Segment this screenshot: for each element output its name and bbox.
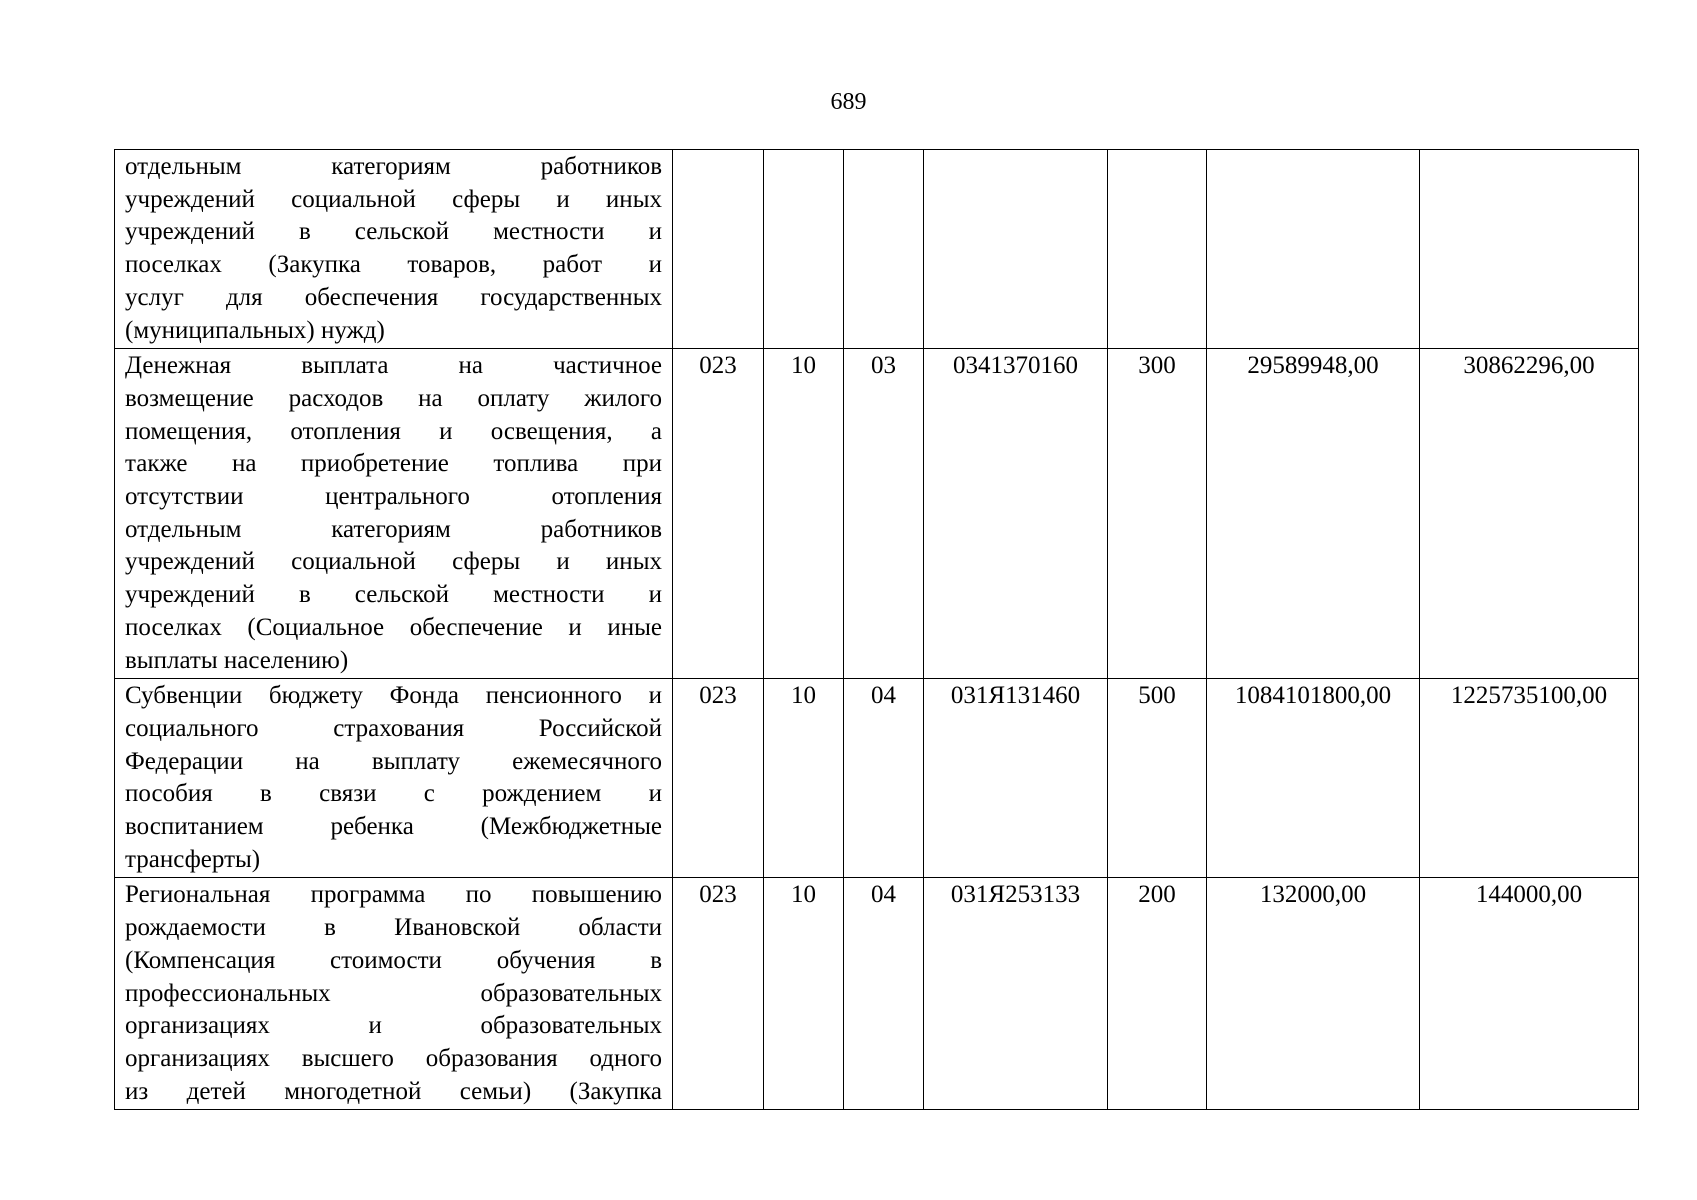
amount-year2-cell: 1225735100,00 bbox=[1420, 679, 1639, 878]
description-line: организациях и образовательных bbox=[125, 1012, 662, 1040]
subsection-cell: 04 bbox=[844, 679, 924, 878]
expense-type-cell bbox=[1108, 150, 1207, 349]
admin-code-cell: 023 bbox=[673, 679, 764, 878]
amount-year2-cell bbox=[1420, 150, 1639, 349]
admin-code-cell: 023 bbox=[673, 349, 764, 679]
section-cell bbox=[764, 150, 844, 349]
description-line: организациях высшего образования одного bbox=[125, 1044, 662, 1072]
description-line: (Компенсация стоимости обучения в bbox=[125, 946, 662, 974]
row-description bbox=[115, 878, 673, 1110]
row-description bbox=[115, 679, 673, 878]
amount-year2-cell: 144000,00 bbox=[1420, 878, 1639, 1110]
description-line: социального страхования Российской bbox=[125, 714, 662, 742]
description-line: помещения, отопления и освещения, а bbox=[125, 417, 662, 445]
expense-type-cell: 300 bbox=[1108, 349, 1207, 679]
description-line: рождаемости в Ивановской области bbox=[125, 914, 662, 942]
description-line: также на приобретение топлива при bbox=[125, 450, 662, 478]
amount-year2-cell: 30862296,00 bbox=[1420, 349, 1639, 679]
expense-type-cell: 200 bbox=[1108, 878, 1207, 1110]
subsection-cell: 03 bbox=[844, 349, 924, 679]
amount-year1-cell: 29589948,00 bbox=[1207, 349, 1420, 679]
description-line: трансферты) bbox=[125, 845, 261, 873]
description-line: профессиональных образовательных bbox=[125, 979, 662, 1007]
description-line: отдельным категориям работников bbox=[125, 153, 662, 180]
row-description bbox=[115, 150, 673, 349]
description-line: учреждений в сельской местности и bbox=[125, 581, 662, 609]
target-article-cell: 031Я253133 bbox=[924, 878, 1108, 1110]
description-line: воспитанием ребенка (Межбюджетные bbox=[125, 813, 662, 841]
target-article-cell: 031Я131460 bbox=[924, 679, 1108, 878]
description-line: услуг для обеспечения государственных bbox=[125, 283, 662, 311]
description-line: возмещение расходов на оплату жилого bbox=[125, 384, 662, 412]
row-description bbox=[115, 349, 673, 679]
description-line: из детей многодетной семьи) (Закупка bbox=[125, 1077, 662, 1105]
description-line: отсутствии центрального отопления bbox=[125, 483, 662, 511]
subsection-cell bbox=[844, 150, 924, 349]
admin-code-cell: 023 bbox=[673, 878, 764, 1110]
description-line: Денежная выплата на частичное bbox=[125, 352, 662, 380]
subsection-cell: 04 bbox=[844, 878, 924, 1110]
amount-year1-cell: 1084101800,00 bbox=[1207, 679, 1420, 878]
table-row bbox=[115, 679, 1639, 878]
amount-year1-cell: 132000,00 bbox=[1207, 878, 1420, 1110]
description-line: отдельным категориям работников bbox=[125, 515, 662, 543]
budget-table bbox=[114, 149, 1639, 1110]
description-line: пособия в связи с рождением и bbox=[125, 780, 662, 808]
description-line: Федерации на выплату ежемесячного bbox=[125, 747, 662, 775]
section-cell: 10 bbox=[764, 349, 844, 679]
expense-type-cell: 500 bbox=[1108, 679, 1207, 878]
admin-code-cell bbox=[673, 150, 764, 349]
target-article-cell bbox=[924, 150, 1108, 349]
section-cell: 10 bbox=[764, 878, 844, 1110]
table-row bbox=[115, 349, 1639, 679]
description-line: поселках (Социальное обеспечение и иные bbox=[125, 613, 662, 641]
description-line: (муниципальных) нужд) bbox=[125, 316, 385, 344]
description-line: поселках (Закупка товаров, работ и bbox=[125, 251, 662, 279]
table-row bbox=[115, 150, 1639, 349]
amount-year1-cell bbox=[1207, 150, 1420, 349]
description-line: учреждений социальной сферы и иных bbox=[125, 185, 662, 213]
page-number: 689 bbox=[830, 89, 867, 115]
description-line: Субвенции бюджету Фонда пенсионного и bbox=[125, 682, 662, 710]
description-line: выплаты населению) bbox=[125, 646, 349, 674]
target-article-cell: 0341370160 bbox=[924, 349, 1108, 679]
description-line: Региональная программа по повышению bbox=[125, 881, 662, 909]
section-cell: 10 bbox=[764, 679, 844, 878]
description-line: учреждений в сельской местности и bbox=[125, 218, 662, 246]
table-row bbox=[115, 878, 1639, 1110]
description-line: учреждений социальной сферы и иных bbox=[125, 548, 662, 576]
